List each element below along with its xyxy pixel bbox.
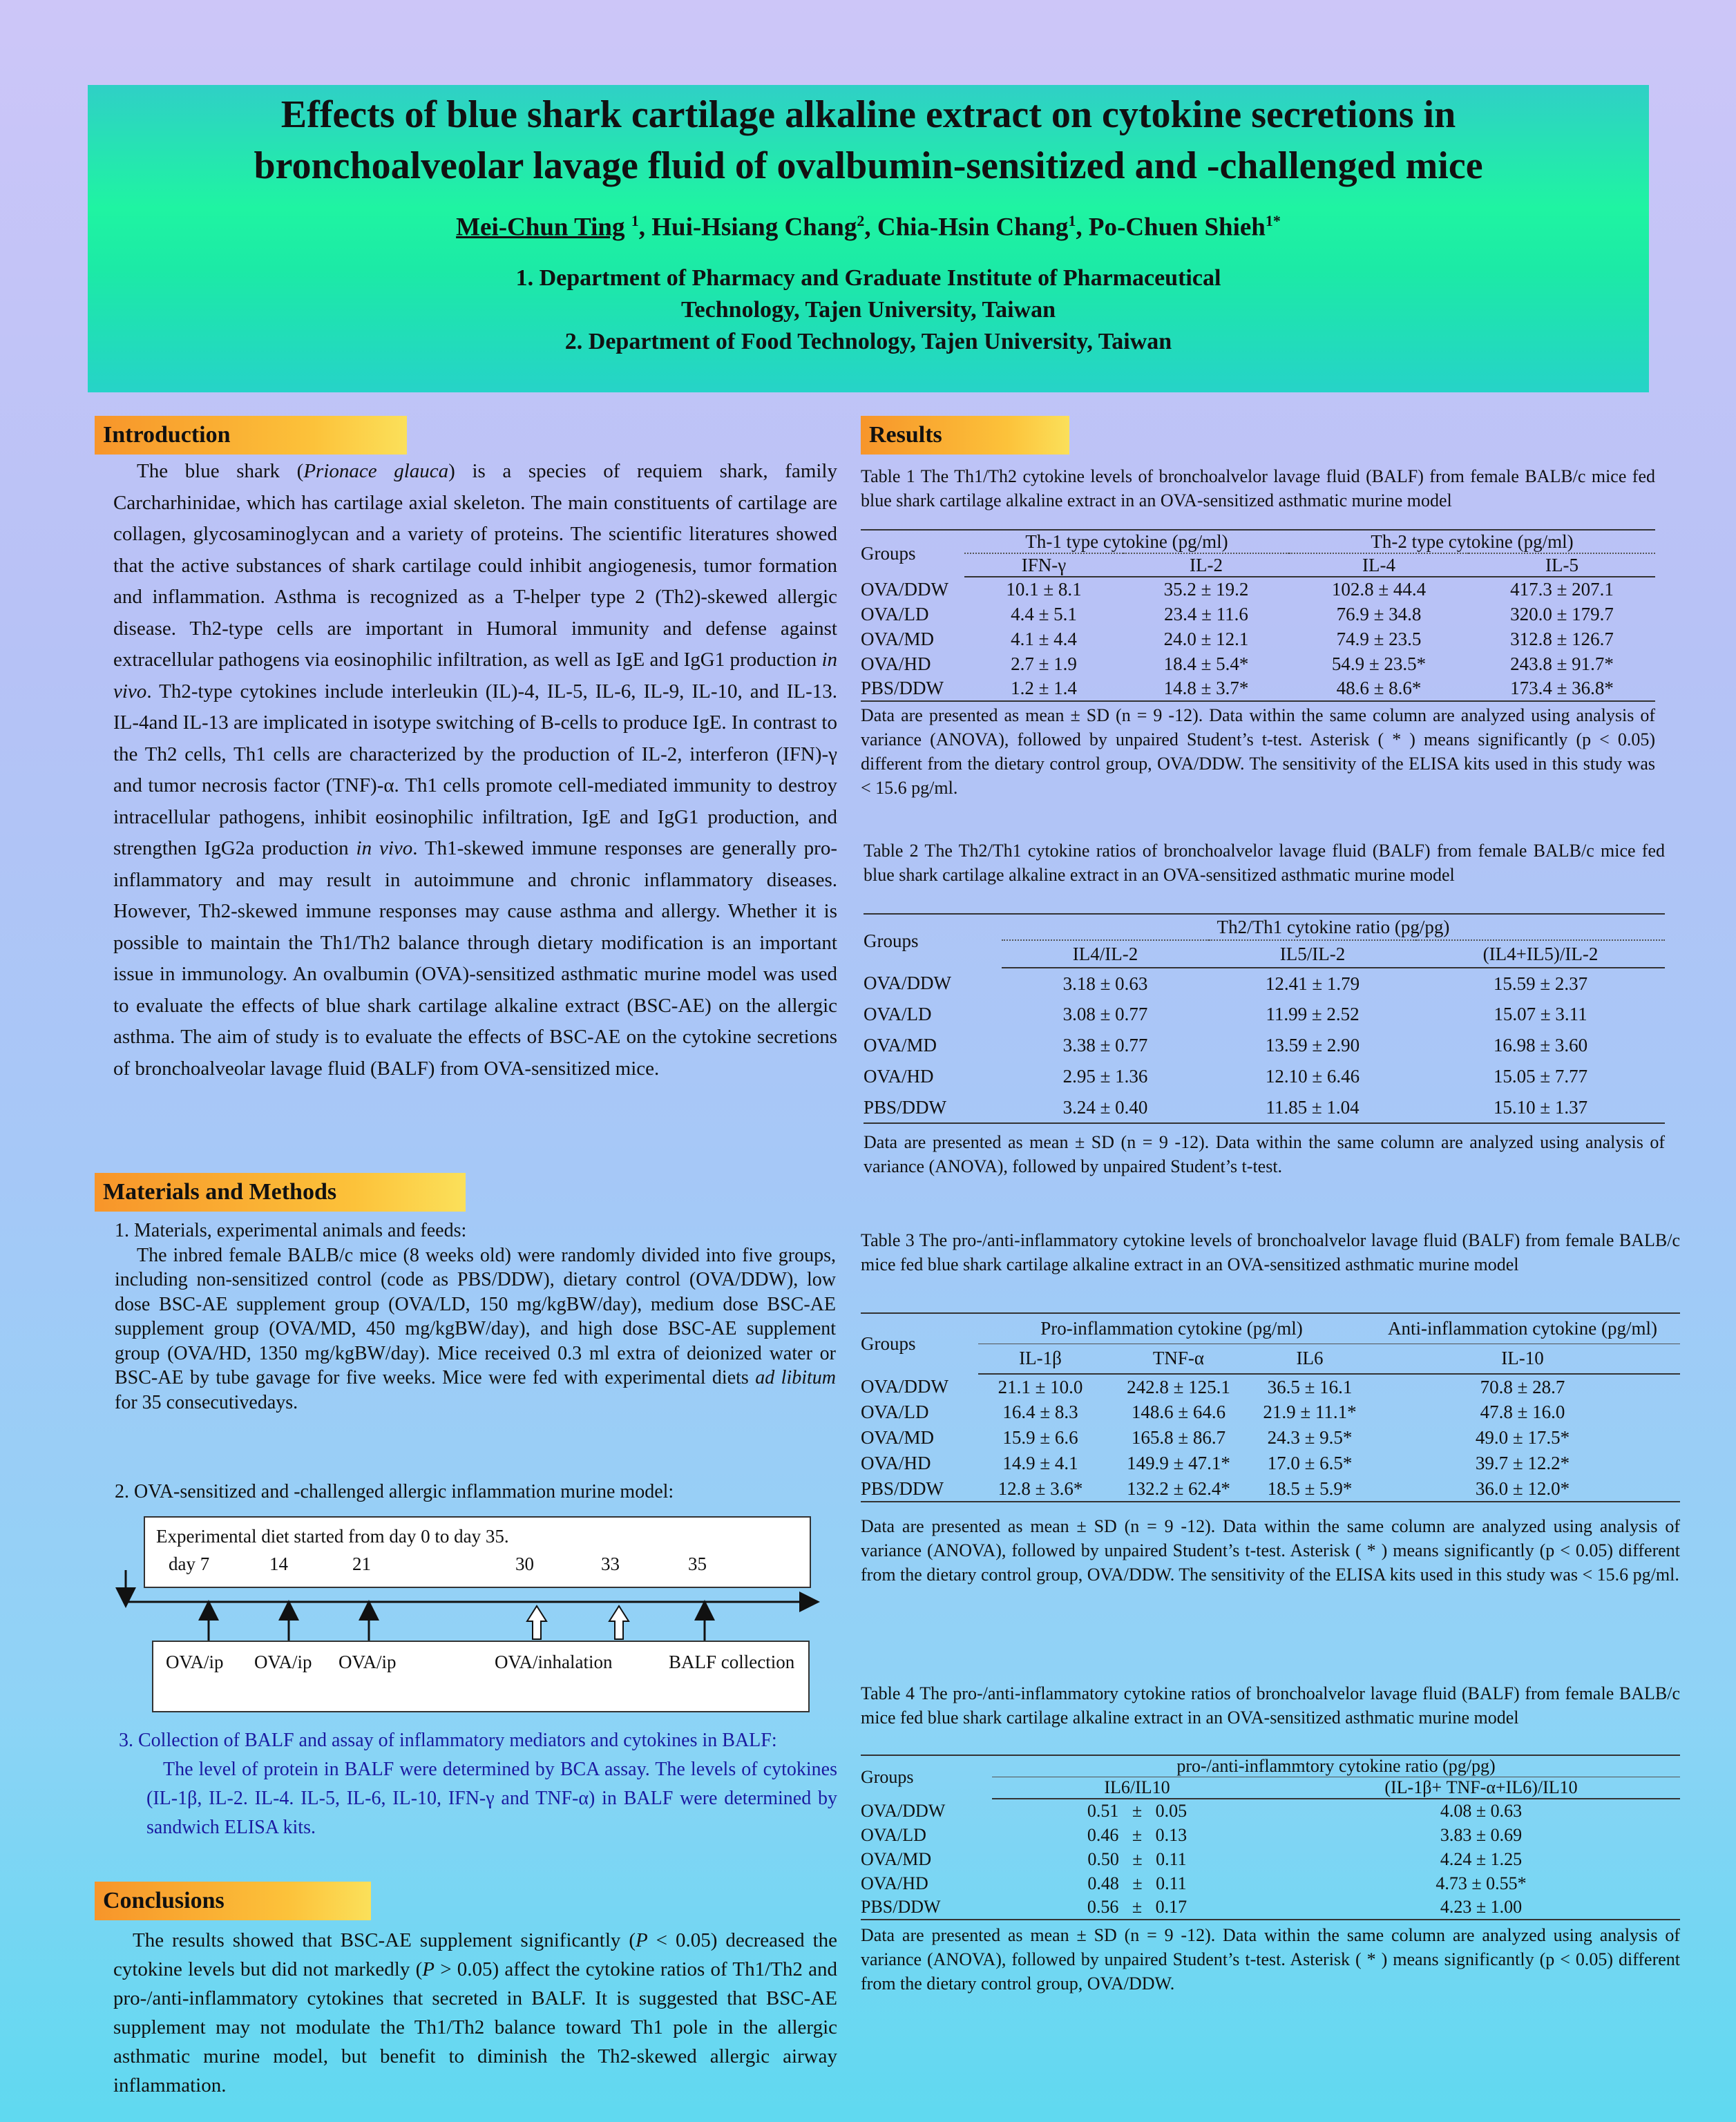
value-cell: 48.6 ± 8.6* [1289,676,1469,701]
table1-note: Data are presented as mean ± SD (n = 9 -12). Data within the same column are analyzed using analysis of variance (ANOVA), followed by unpaired Student’s t-test. Asterisk ( * ) means significantly (p < 0.05) different from the dietary control group, OVA/DDW. The sensitivity of the ELISA kits used in this study was < 15.6 pg/ml. [861,705,1655,798]
table-row [861,577,1655,602]
table4-caption: Table 4 The pro-/anti-inflammatory cytokine ratios of bronchoalvelor lavage fluid (BALF) from female BALB/c mice fed blue shark cartilage alkaline extract in an OVA-sensitized asthmatic murine model [861,1683,1680,1728]
value-cell: 16.4 ± 8.3 [1002,1402,1078,1422]
table-row [861,1823,1680,1847]
poster-header [88,85,1649,392]
methods-3-body: The level of protein in BALF were determined by BCA assay. The levels of cytokines (IL-1β, IL-2. IL-4. IL-5, IL-6, IL-10, IFN-γ and TNF-α) in BALF were determined by sandwich ELISA kits. [146,1759,837,1838]
value-cell: 24.0 ± 12.1 [1163,628,1249,649]
value-cell: 15.59 ± 2.37 [1493,973,1588,994]
event-label: OVA/ip [166,1652,224,1672]
author-affil: 1 [1068,212,1076,229]
value-cell: 4.73 ± 0.55* [1435,1873,1527,1893]
column-header: IL6 [1255,1344,1365,1374]
table-row [861,1399,1680,1425]
value-cell: 23.4 ± 11.6 [1164,603,1248,624]
intro-part: . Th2-type cytokines include interleukin (IL)-4, IL-5, IL-6, IL-9, IL-10, and IL-13. IL-4and IL-13 are implicated in isotype switching of B-cells to produce IgE. In contrast to the Th2 cells, Th1 cells are characterized by the production of IL-2, interferon (IFN)-γ and tumor necrosis factor (TNF)-α. Th1 cells promote cell-mediated immunity to destroy intracellular pathogens, inhibit eosinophilic infiltration, IgE and IgG1 production, and strengthen IgG2a production [113,680,837,859]
group-cell: OVA/DDW [861,1800,946,1821]
value-cell: 74.9 ± 23.5 [1336,628,1422,649]
p-symbol: P [422,1958,435,1980]
event-label: BALF collection [669,1652,795,1672]
value-cell: 70.8 ± 28.7 [1480,1376,1565,1397]
author-affil: 1* [1265,212,1281,229]
group-cell: OVA/DDW [864,973,951,993]
title-line-2: bronchoalveolar lavage fluid of ovalbumin-sensitized and -challenged mice [254,144,1483,187]
event-label: OVA/ip [338,1652,397,1672]
intro-part: The blue shark ( [137,460,304,482]
group-cell: OVA/DDW [861,578,948,600]
author-name: Chia-Hsin Chang [877,213,1069,242]
value-cell: 132.2 ± 62.4* [1103,1476,1255,1502]
groups-header: Groups [861,1313,978,1374]
value-cell: 165.8 ± 86.7 [1131,1427,1226,1448]
value-cell: 49.0 ± 17.5* [1475,1427,1570,1448]
conclusion-part: The results showed that BSC-AE supplement significantly ( [133,1929,636,1951]
in-vivo-term: in vivo [356,837,413,859]
value-cell: 2.7 ± 1.9 [1011,653,1077,674]
groups-header: Groups [861,1755,992,1799]
pro-group-header: Pro-inflammation cytokine (pg/ml) [978,1313,1365,1344]
table-row [861,651,1655,676]
group-cell: PBS/DDW [861,1476,978,1502]
value-cell: 243.8 ± 91.7* [1510,653,1614,674]
title-line-1: Effects of blue shark cartilage alkaline extract on cytokine secretions in [280,93,1456,136]
value-cell: 312.8 ± 126.7 [1510,628,1614,649]
value-cell: 173.4 ± 36.8* [1469,676,1655,701]
group-cell: PBS/DDW [864,1092,1002,1123]
value-cell: 0.50 ± 0.11 [1087,1848,1187,1869]
author-affil: 2 [857,212,865,229]
group-cell: PBS/DDW [861,676,964,701]
th2-group-header: Th-2 type cytokine (pg/ml) [1289,530,1655,553]
group-cell: OVA/HD [864,1066,934,1087]
value-cell: 47.8 ± 16.0 [1480,1402,1565,1422]
author-list [88,212,1649,242]
table2 [864,913,1665,1124]
intro-part: . Th1-skewed immune responses are generally pro-inflammatory and may result in autoimmune and chronic inflammatory diseases. However, Th2-skewed immune responses may cause asthma and allergy. Whether it is possible to maintain the Th1/Th2 balance through dietary modification is an important issue in immunology. An ovalbumin (OVA)-sensitized asthmatic murine model was used to evaluate the effects of blue shark cartilage alkaline extract (BSC-AE) on the allergic asthma. The aim of study is to evaluate the effects of BSC-AE on the cytokine secretions of bronchoalveolar lavage fluid (BALF) from OVA-sensitized mice. [113,837,837,1080]
value-cell: 12.10 ± 6.46 [1265,1066,1360,1087]
column-header: IFN-γ [964,553,1123,577]
species-name: Prionace glauca [303,460,449,482]
table-row [861,676,1655,701]
table-row [861,1895,1680,1920]
group-cell: OVA/HD [861,1453,931,1473]
value-cell: 1.2 ± 1.4 [964,676,1123,701]
column-header: IL4/IL-2 [1002,940,1209,968]
value-cell: 39.7 ± 12.2* [1475,1453,1570,1473]
table3 [861,1312,1680,1502]
value-cell: 148.6 ± 64.6 [1131,1402,1226,1422]
table-row [864,999,1665,1030]
column-header: IL-10 [1365,1344,1680,1374]
methods-1-part: for 35 consecutivedays. [115,1391,298,1413]
table-row [861,1451,1680,1476]
table-row [864,1092,1665,1123]
value-cell: 3.18 ± 0.63 [1062,973,1148,994]
table-row [864,968,1665,999]
value-cell: 0.56 ± 0.17 [992,1895,1282,1920]
table2-note: Data are presented as mean ± SD (n = 9 -12). Data within the same column are analyzed using analysis of variance (ANOVA), followed by unpaired Student’s t-test. [864,1132,1665,1176]
event-label: OVA/inhalation [495,1652,613,1672]
group-cell: OVA/MD [861,628,935,649]
value-cell: 18.4 ± 5.4* [1163,653,1249,674]
value-cell: 76.9 ± 34.8 [1336,603,1422,624]
value-cell: 0.48 ± 0.11 [1087,1873,1187,1893]
results-heading: Results [861,416,1069,455]
methods-section-1 [115,1218,836,1415]
methods-1-heading: 1. Materials, experimental animals and feeds: [115,1220,467,1241]
value-cell: 12.41 ± 1.79 [1265,973,1360,994]
table-row [861,1476,1680,1502]
value-cell: 14.9 ± 4.1 [1002,1453,1078,1473]
table1-caption: Table 1 The Th1/Th2 cytokine levels of bronchoalvelor lavage fluid (BALF) from female BALB/c mice fed blue shark cartilage alkaline extract in an OVA-sensitized asthmatic murine model [861,466,1655,510]
value-cell: 15.05 ± 7.77 [1493,1066,1588,1087]
author-sep: , [1076,213,1089,242]
groups-header: Groups [864,914,1002,968]
table-row [861,602,1655,627]
table-header-row [861,530,1655,553]
author-sep: , [864,213,877,242]
value-cell: 2.95 ± 1.36 [1062,1066,1148,1087]
table1 [861,529,1655,702]
value-cell: 36.5 ± 16.1 [1267,1376,1353,1397]
author-name: Mei-Chun Ting [456,213,625,242]
intro-part: ) is a species of requiem shark, family Carcharhinidae, which has cartilage axial skeleton. The main constituents of cartilage are collagen, glycosaminoglycan and a variety of proteins. The scientific literatures showed that the active substances of shark cartilage could inhibit angiogenesis, tumor formation and inflammation. Asthma is recognized as a T-helper type 2 (Th2)-skewed allergic disease. Th2-type cells are important in Humoral immunity and defense against extracellular pathogens via eosinophilic infiltration, as well as IgE and IgG1 production [113,460,837,671]
poster-title [88,89,1649,191]
anti-group-header: Anti-inflammation cytokine (pg/ml) [1365,1313,1680,1344]
affiliation-1b: Technology, Tajen University, Taiwan [681,297,1056,323]
column-header: (IL4+IL5)/IL-2 [1416,940,1665,968]
table-header-row [861,1344,1680,1374]
table-header-row [861,553,1655,577]
group-cell: OVA/LD [864,1004,932,1024]
author-affil: 1 [631,212,639,229]
table-row [864,1061,1665,1092]
value-cell: 24.3 ± 9.5* [1267,1427,1353,1448]
group-cell: OVA/LD [861,603,929,624]
day-label: 21 [352,1554,371,1574]
group-cell: OVA/MD [861,1848,932,1869]
groups-header: Groups [861,530,964,577]
column-header: IL6/IL10 [992,1777,1282,1799]
value-cell: 3.08 ± 0.77 [1062,1004,1148,1024]
group-cell: OVA/LD [861,1402,929,1422]
affiliations [88,262,1649,358]
value-cell: 102.8 ± 44.4 [1331,579,1427,600]
table4 [861,1755,1680,1920]
value-cell: 4.08 ± 0.63 [1440,1801,1523,1821]
group-cell: OVA/DDW [861,1376,948,1397]
conclusions-heading: Conclusions [95,1882,371,1920]
table2-caption: Table 2 The Th2/Th1 cytokine ratios of bronchoalvelor lavage fluid (BALF) from female BALB/c mice fed blue shark cartilage alkaline extract in an OVA-sensitized asthmatic murine model [864,841,1665,885]
author-name: Hui-Hsiang Chang [651,213,857,242]
column-header: IL-2 [1123,553,1289,577]
inhalation-arrow [609,1606,629,1639]
table-row [861,1425,1680,1451]
table-row [861,1799,1680,1823]
methods-section-3 [119,1726,837,1842]
methods-1-body [115,1243,836,1415]
value-cell: 35.2 ± 19.2 [1163,579,1249,600]
value-cell: 4.24 ± 1.25 [1440,1848,1523,1869]
table4-note: Data are presented as mean ± SD (n = 9 -12). Data within the same column are analyzed using analysis of variance (ANOVA), followed by unpaired Student’s t-test. Asterisk ( * ) means significantly (p < 0.05) different from the dietary control group, OVA/DDW. [861,1925,1680,1994]
group-cell: OVA/HD [861,1873,928,1893]
value-cell: 15.9 ± 6.6 [1002,1427,1078,1448]
column-header: IL-4 [1289,553,1469,577]
value-cell: 18.5 ± 5.9* [1255,1476,1365,1502]
group-cell: OVA/MD [864,1035,937,1055]
column-header: (IL-1β+ TNF-α+IL6)/IL10 [1282,1777,1680,1799]
methods-1-part: The inbred female BALB/c mice (8 weeks old) were randomly divided into five groups, including non-sensitized control (code as PBS/DDW), dietary control (OVA/DDW), low dose BSC-AE supplement group (OVA/LD, 150 mg/kgBW/day), medium dose BSC-AE supplement group (OVA/MD, 450 mg/kgBW/day), and high dose BSC-AE supplement group (OVA/HD, 1350 mg/kgBW/day). Mice received 0.3 ml extra of deionized water or BSC-AE by tube gavage for five weeks. Mice were fed with experimental diets [115,1244,836,1388]
event-box [152,1641,810,1712]
in-vivo-term: in vivo [113,649,837,702]
conclusion-part: > 0.05) affect the cytokine ratios of Th1/Th2 and pro-/anti-inflammatory cytokines that secreted in BALF. It is suggested that BSC-AE supplement may not modulate the Th1/Th2 balance toward Th1 pole in the allergic asthmatic murine model, but benefit to diminish the Th2-skewed allergic airway inflammation. [113,1958,837,2096]
group-cell: OVA/HD [861,653,931,674]
inhalation-arrow [527,1606,546,1639]
value-cell: 21.9 ± 11.1* [1263,1402,1357,1422]
methods-heading: Materials and Methods [95,1173,466,1212]
value-cell: 4.4 ± 5.1 [1011,603,1077,624]
column-header: IL-5 [1469,553,1655,577]
ratio-group-header: pro-/anti-inflammtory cytokine ratio (pg/pg) [992,1755,1680,1777]
value-cell: 16.98 ± 3.60 [1493,1035,1588,1055]
value-cell: 149.9 ± 47.1* [1127,1453,1230,1473]
table-row [861,1374,1680,1399]
diet-text: Experimental diet started from day 0 to day 35. [156,1526,509,1547]
table-row [861,1871,1680,1895]
value-cell: 10.1 ± 8.1 [1006,579,1082,600]
introduction-heading: Introduction [95,416,407,455]
value-cell: 320.0 ± 179.7 [1510,603,1614,624]
author-sep: , [638,213,652,242]
methods-3-heading: 3. Collection of BALF and assay of inflammatory mediators and cytokines in BALF: [119,1730,777,1751]
experimental-timeline-diagram [111,1516,822,1714]
table-header-row [861,1755,1680,1777]
value-cell: 13.59 ± 2.90 [1265,1035,1360,1055]
column-header: TNF-α [1103,1344,1255,1374]
value-cell: 417.3 ± 207.1 [1510,579,1614,600]
table3-caption: Table 3 The pro-/anti-inflammatory cytokine levels of bronchoalvelor lavage fluid (BALF) from female BALB/c mice fed blue shark cartilage alkaline extract in an OVA-sensitized asthmatic murine model [861,1230,1680,1274]
table-row [864,1030,1665,1061]
day-label: 35 [688,1554,707,1574]
value-cell: 3.24 ± 0.40 [1002,1092,1209,1123]
conclusions-text [113,1926,837,2100]
value-cell: 4.1 ± 4.4 [1011,628,1077,649]
column-header: IL-1β [978,1344,1103,1374]
value-cell: 12.8 ± 3.6* [978,1476,1103,1502]
table-row [861,627,1655,651]
value-cell: 11.99 ± 2.52 [1266,1004,1360,1024]
value-cell: 11.85 ± 1.04 [1209,1092,1416,1123]
th1-group-header: Th-1 type cytokine (pg/ml) [964,530,1289,553]
table3-note: Data are presented as mean ± SD (n = 9 -12). Data within the same column are analyzed using analysis of variance (ANOVA), followed by unpaired Student’s t-test. Asterisk ( * ) means significantly (p < 0.05) different from the dietary control group, OVA/DDW. The sensitivity of the ELISA kits used in this study was < 15.6 pg/ml. [861,1516,1680,1585]
day-label: 14 [269,1554,288,1574]
ratio-group-header: Th2/Th1 cytokine ratio (pg/pg) [1002,914,1665,940]
affiliation-2: 2. Department of Food Technology, Tajen University, Taiwan [564,329,1172,355]
value-cell: 0.46 ± 0.13 [1087,1824,1187,1845]
table-row [861,1847,1680,1871]
value-cell: 0.51 ± 0.05 [1087,1801,1187,1821]
group-cell: OVA/LD [861,1824,926,1845]
ad-libitum-term: ad libitum [755,1367,836,1388]
value-cell: 14.8 ± 3.7* [1123,676,1289,701]
column-header: IL5/IL-2 [1209,940,1416,968]
methods-2-heading: 2. OVA-sensitized and -challenged allergic inflammation murine model: [115,1481,674,1502]
value-cell: 3.83 ± 0.69 [1440,1824,1523,1845]
day-label: 30 [515,1554,534,1574]
value-cell: 15.07 ± 3.11 [1494,1004,1587,1024]
introduction-text [113,456,837,1084]
conclusion-part: < 0.05) decreased the cytokine levels but did not markedly ( [113,1929,838,1980]
value-cell: 36.0 ± 12.0* [1365,1476,1680,1502]
affiliation-1a: 1. Department of Pharmacy and Graduate Institute of Pharmaceutical [515,265,1221,291]
table-header-row [861,1313,1680,1344]
day-label: 33 [601,1554,620,1574]
value-cell: 3.38 ± 0.77 [1062,1035,1148,1055]
day-label: day 7 [169,1554,210,1574]
value-cell: 4.23 ± 1.00 [1282,1895,1680,1920]
group-cell: PBS/DDW [861,1895,992,1920]
p-symbol: P [636,1929,648,1951]
table-header-row [864,914,1665,940]
author-name: Po-Chuen Shieh [1088,213,1266,242]
group-cell: OVA/MD [861,1427,935,1448]
value-cell: 21.1 ± 10.0 [998,1376,1083,1397]
value-cell: 242.8 ± 125.1 [1127,1376,1230,1397]
value-cell: 17.0 ± 6.5* [1267,1453,1353,1473]
value-cell: 54.9 ± 23.5* [1331,653,1427,674]
event-label: OVA/ip [254,1652,312,1672]
value-cell: 15.10 ± 1.37 [1416,1092,1665,1123]
